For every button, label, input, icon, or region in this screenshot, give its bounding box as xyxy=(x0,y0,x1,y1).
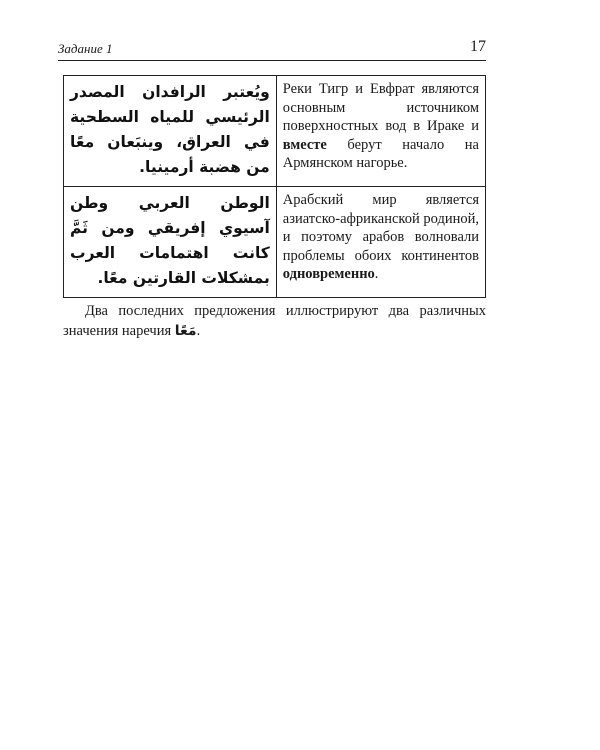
arabic-cell xyxy=(64,187,277,298)
russian-highlight: вместе xyxy=(282,136,327,153)
arabic-term: مَعًا xyxy=(174,322,197,339)
arabic-highlight: معًا xyxy=(103,269,128,287)
arabic-text: الوطن العربي وطن آسيوي إفريقي ومن ثَمَّ كانت اهتمامات العرب بمشكلات القارتين xyxy=(70,194,270,287)
section-label: Задание 1 xyxy=(58,41,113,56)
russian-cell xyxy=(276,76,485,187)
arabic-highlight: معًا xyxy=(70,133,95,151)
russian-text-end: . xyxy=(374,266,379,282)
paragraph-text: Два последних предложения иллюстрируют два различных значения наречия xyxy=(63,302,486,339)
russian-text: Арабский мир является азиатско-африканской родиной, и поэтому арабов волновали проблемы обоих континентов xyxy=(282,192,479,264)
arabic-text: ويُعتبر الرافدان المصدر الرئيسي للمياه السطحية في العراق، وينبَعان xyxy=(70,83,270,151)
russian-cell xyxy=(276,187,485,298)
table-row xyxy=(64,76,486,187)
arabic-cell xyxy=(64,76,277,187)
arabic-text-end: من هضبة أرمينيا. xyxy=(139,158,270,176)
russian-highlight: одновременно xyxy=(282,266,375,282)
page-number: 17 xyxy=(470,38,486,55)
paragraph-end: . xyxy=(196,322,201,339)
russian-text-end: берут начало на Армянском нагорье. xyxy=(282,136,479,171)
table-row xyxy=(64,187,486,298)
russian-text: Реки Тигр и Евфрат являются основным источником поверхностных вод в Ираке и xyxy=(282,81,479,134)
bilingual-table xyxy=(63,75,486,298)
running-header xyxy=(58,38,486,61)
arabic-text-end: . xyxy=(97,269,104,287)
explanation-paragraph xyxy=(63,301,486,341)
